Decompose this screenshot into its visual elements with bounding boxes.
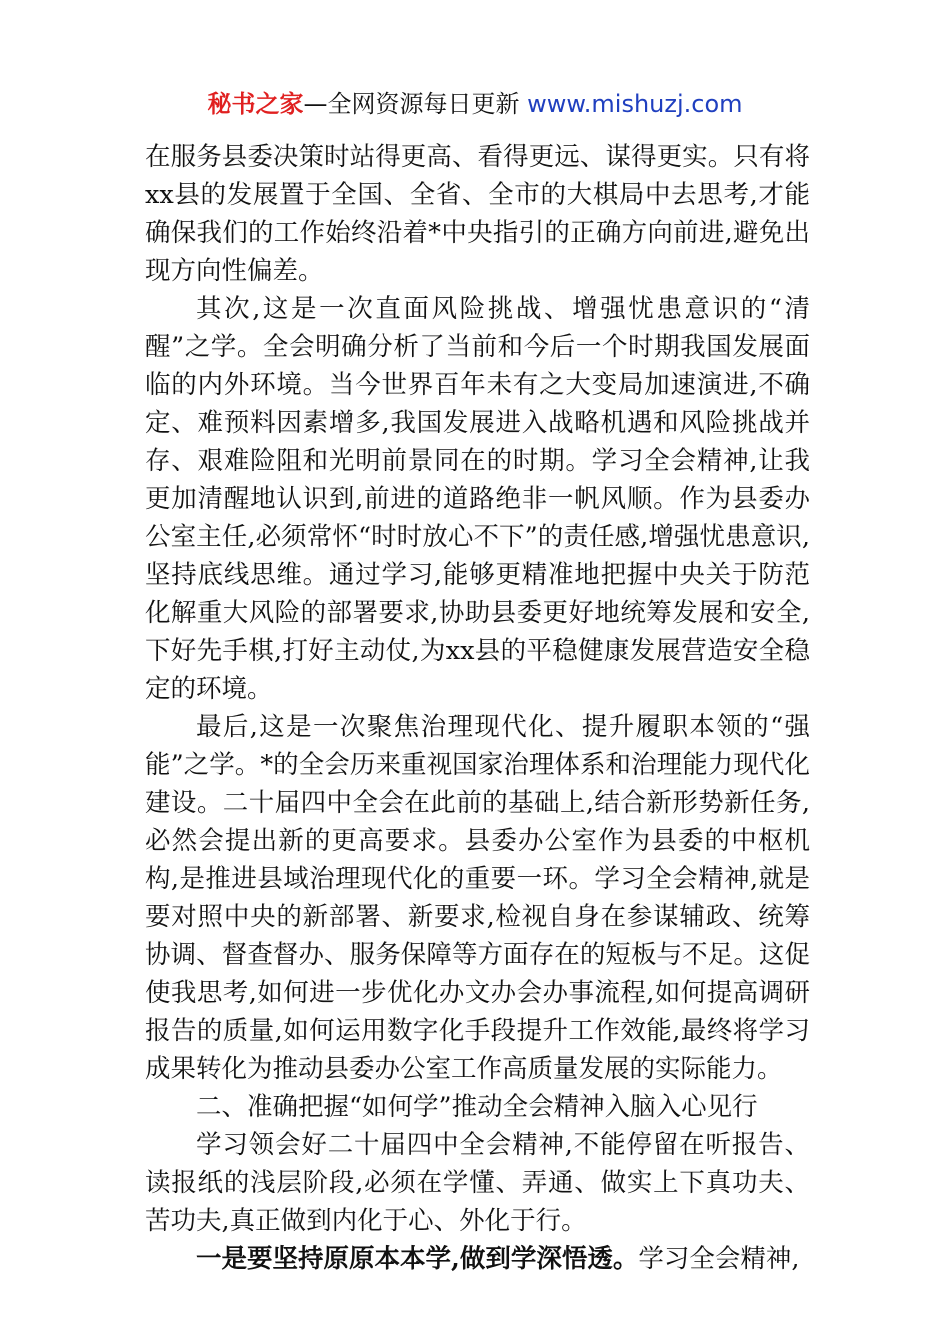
requirement-lead: 一是要坚持原原本本学,做到学深悟透。 <box>196 1244 639 1274</box>
paragraph-continuation: 在服务县委决策时站得更高、看得更远、谋得更实。只有将xx县的发展置于全国、全省、全市的大棋局中去思考,才能确保我们的工作始终沿着*中央指引的正确方向前进,避免出现方向性偏差。 <box>145 142 810 286</box>
site-url[interactable]: www.mishuzj.com <box>527 90 743 118</box>
document-body <box>145 138 810 1278</box>
paragraph-section-intro: 学习领会好二十届四中全会精神,不能停留在听报告、读报纸的浅层阶段,必须在学懂、弄通、做实上下真功夫、苦功夫,真正做到内化于心、外化于行。 <box>145 1130 810 1236</box>
page-header <box>0 88 950 120</box>
paragraph-first-requirement <box>145 1240 810 1278</box>
paragraph-third-point: 最后,这是一次聚焦治理现代化、提升履职本领的“强能”之学。*的全会历来重视国家治理体系和治理能力现代化建设。二十届四中全会在此前的基础上,结合新形势新任务,必然会提出新的更高要求。县委办公室作为县委的中枢机构,是推进县域治理现代化的重要一环。学习全会精神,就是要对照中央的新部署、新要求,检视自身在参谋辅政、统筹协调、督查督办、服务保障等方面存在的短板与不足。这促使我思考,如何进一步优化办文办会办事流程,如何提高调研报告的质量,如何运用数字化手段提升工作效能,最终将学习成果转化为推动县委办公室工作高质量发展的实际能力。 <box>145 712 810 1084</box>
paragraph-second-point: 其次,这是一次直面风险挑战、增强忧患意识的“清醒”之学。全会明确分析了当前和今后一个时期我国发展面临的内外环境。当今世界百年未有之大变局加速演进,不确定、难预料因素增多,我国发展进入战略机遇和风险挑战并存、艰难险阻和光明前景同在的时期。学习全会精神,让我更加清醒地认识到,前进的道路绝非一帆风顺。作为县委办公室主任,必须常怀“时时放心不下”的责任感,增强忧患意识,坚持底线思维。通过学习,能够更精准地把握中央关于防范化解重大风险的部署要求,协助县委更好地统筹发展和安全,下好先手棋,打好主动仗,为xx县的平稳健康发展营造安全稳定的环境。 <box>145 294 810 704</box>
site-tagline: —全网资源每日更新 <box>303 90 520 118</box>
site-brand: 秘书之家 <box>207 90 304 118</box>
section-heading: 二、准确把握“如何学”推动全会精神入脑入心见行 <box>196 1092 758 1122</box>
requirement-text: 学习全会精神, <box>638 1244 800 1274</box>
